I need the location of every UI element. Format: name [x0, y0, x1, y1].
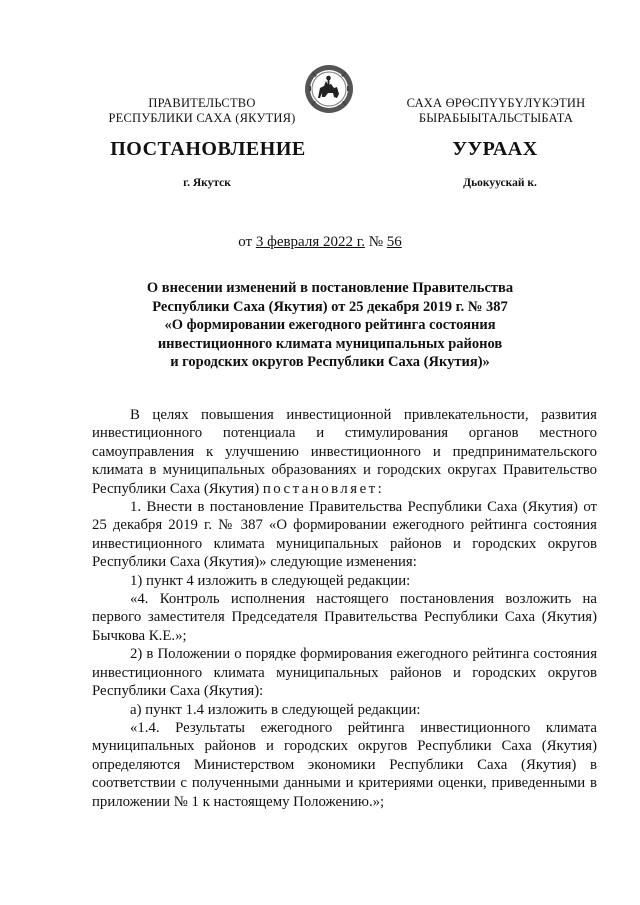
body-paragraph-preamble — [92, 406, 597, 498]
decree-keyword: постановляет — [262, 480, 378, 497]
title-line-2: Республики Саха (Якутия) от 25 декабря 2019 г. № 387 — [152, 298, 508, 315]
coat-of-arms-emblem-icon — [304, 64, 354, 114]
city-yakut: Дьокуускай к. — [463, 177, 537, 189]
title-line-5: и городских округов Республики Саха (Якутия)» — [170, 354, 490, 370]
issuer-line-1: ПРАВИТЕЛЬСТВО — [148, 96, 256, 110]
issuer-line-1-yakut: САХА ӨРӨСПҮҮБҮЛҮКЭТИН — [406, 96, 586, 110]
issuer-name-yakut — [386, 96, 606, 126]
document-number: 56 — [386, 234, 402, 250]
preamble-colon: : — [377, 480, 382, 497]
document-type-russian: ПОСТАНОВЛЕНИЕ — [110, 138, 306, 160]
body-paragraph-5: а) пункт 1.4 изложить в следующей редакции: — [130, 701, 421, 718]
body-paragraph-2: 1) пункт 4 изложить в следующей редакции: — [130, 572, 411, 589]
document-body — [92, 406, 597, 811]
body-paragraph-1: 1. Внести в постановление Правительства Республики Саха (Якутия) от 25 декабря 2019 г. № 387 «О формировании ежегодного рейтинга состояния инвестиционного климата муниципальных районов и городских округов Республики Саха (Якутия)» следующие изменения: — [92, 499, 597, 571]
body-paragraph-3: «4. Контроль исполнения настоящего постановления возложить на первого заместителя Председателя Правительства Республики Саха (Якутия) Бычкова К.Е.»; — [92, 591, 597, 644]
document-title — [110, 279, 550, 372]
issuer-name-russian — [92, 96, 312, 126]
city-russian: г. Якутск — [183, 177, 231, 189]
body-paragraph-6: «1.4. Результаты ежегодного рейтинга инвестиционного климата муниципальных районов и городских округов Республики Саха (Якутия) определяются Министерством экономики Республики Саха (Якутия) в соответствии с полученными данными и критериями оценки, приведенными в приложении № 1 к настоящему Положению.»; — [92, 719, 597, 810]
document-date: 3 февраля 2022 г. — [255, 234, 365, 250]
document-type-yakut: УУРААХ — [452, 138, 538, 160]
number-label: № — [364, 234, 387, 250]
issuer-line-2: РЕСПУБЛИКИ САХА (ЯКУТИЯ) — [108, 111, 296, 125]
document-date-number — [0, 234, 640, 251]
preamble-text: В целях повышения инвестиционной привлекательности, развития инвестиционного потенциала и стимулирования органов местного самоуправления к улучшению инвестиционного и предпринимательского климата в муниципальных образованиях и городских округах Правительство Республики Саха (Якутия) — [92, 407, 597, 497]
title-line-3: «О формировании ежегодного рейтинга состояния — [164, 317, 496, 333]
title-line-4: инвестиционного климата муниципальных районов — [157, 335, 503, 352]
body-paragraph-4: 2) в Положении о порядке формирования ежегодного рейтинга состояния инвестиционного климата муниципальных районов и городских округов Республики Саха (Якутия): — [92, 646, 597, 700]
title-line-1: О внесении изменений в постановление Правительства — [146, 280, 514, 296]
date-prefix: от — [238, 234, 256, 250]
issuer-line-2-yakut: БЫРАБЫЫТАЛЬСТЫБАТА — [418, 111, 574, 125]
